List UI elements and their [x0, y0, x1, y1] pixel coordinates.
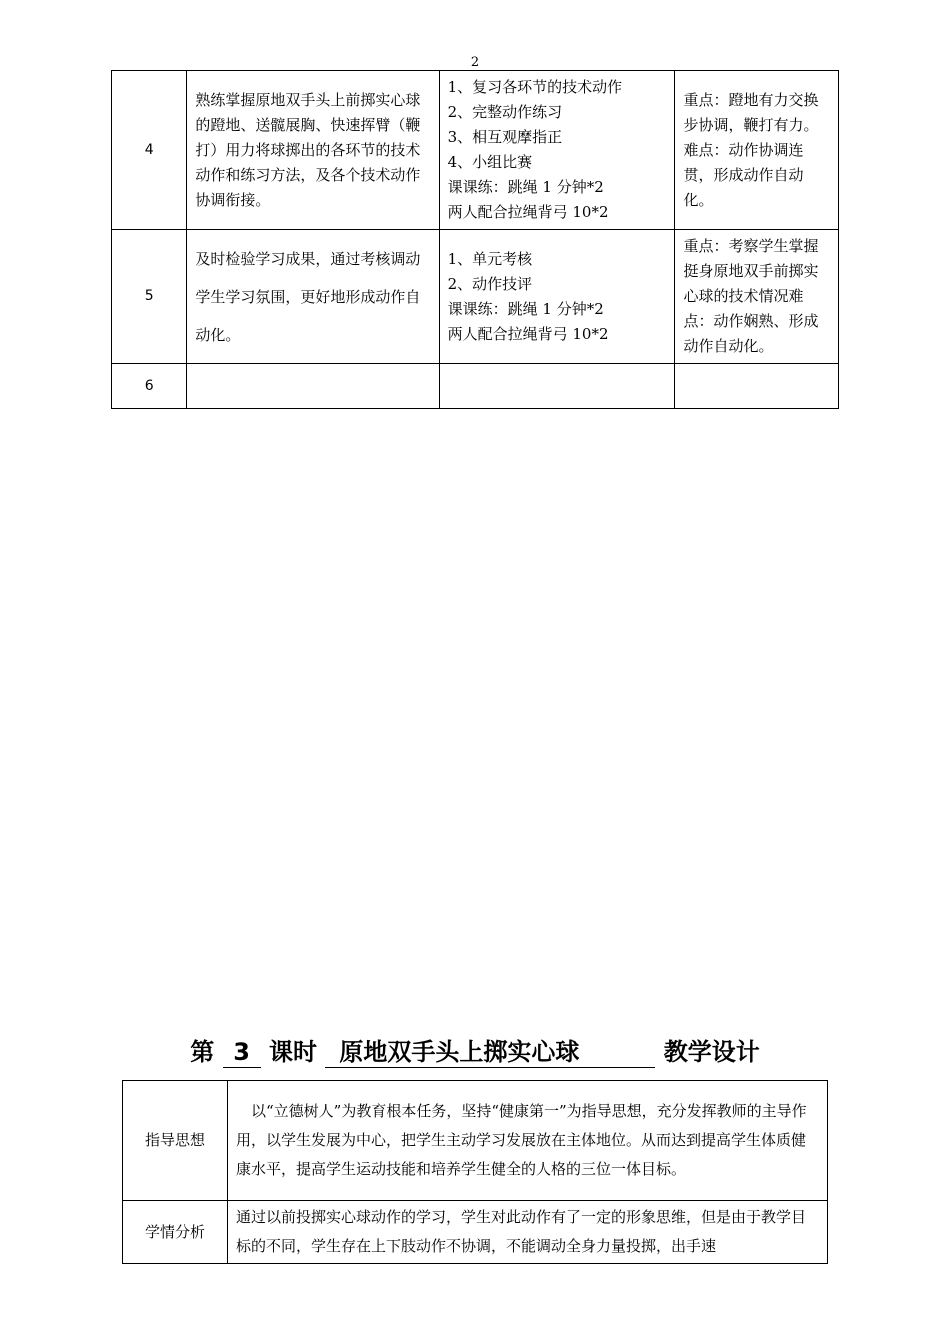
content-line: 课课练：跳绳 1 分钟*2: [447, 178, 604, 196]
goal-cell: [187, 364, 439, 409]
table-row: [112, 230, 839, 364]
title-prefix: 第: [190, 1038, 215, 1066]
content-line: 两人配合拉绳背弓 10*2: [447, 203, 609, 221]
lesson-name: 原地双手头上掷实心球: [325, 1037, 655, 1068]
goal-text: 及时检验学习成果，通过考核调动学生学习氛围，更好地形成动作自动化。: [195, 249, 421, 344]
table-row: [123, 1081, 828, 1201]
guiding-thought-label: 指导思想: [123, 1081, 228, 1201]
learning-analysis-label: 学情分析: [123, 1201, 228, 1264]
content-line: 两人配合拉绳背弓 10*2: [447, 324, 609, 343]
lesson-number-cell: 5: [112, 230, 187, 364]
content-line: 课课练：跳绳 1 分钟*2: [447, 299, 604, 318]
table-row: [123, 1201, 828, 1264]
guiding-thought-paragraph: 以“立德树人”为教育根本任务，坚持“健康第一”为指导思想，充分发挥教师的主导作用，以学生发展为中心，把学生主动学习发展放在主体地位。从而达到提高学生体质健康水平，提高学生运动技能和培养学生健全的人格的三位一体目标。: [236, 1102, 807, 1178]
table-row: [112, 364, 839, 409]
lesson-title: [0, 1032, 950, 1068]
content-line: 2、动作技评: [447, 274, 533, 293]
content-line: 1、复习各环节的技术动作: [447, 78, 623, 96]
key-points-cell: [675, 230, 839, 364]
goal-text: 熟练掌握原地双手头上前掷实心球的蹬地、送髋展胸、快速挥臂（鞭打）用力将球掷出的各环节的技术动作和练习方法，及各个技术动作协调衔接。: [195, 90, 421, 209]
unit-plan-table: [111, 70, 839, 409]
content-line: 3、相互观摩指正: [447, 128, 563, 146]
key-points-text: 重点：蹬地有力交换步协调，鞭打有力。难点：动作协调连贯，形成动作自动化。: [683, 90, 819, 209]
title-unit-word: 课时: [269, 1038, 317, 1066]
content-line: 4、小组比赛: [447, 153, 533, 171]
goal-cell: [187, 230, 439, 364]
lesson-number: 3: [223, 1037, 261, 1068]
lesson-number-cell: 4: [112, 71, 187, 230]
key-points-text: 重点：考察学生掌握挺身原地双手前掷实心球的技术情况难点：动作娴熟、形成动作自动化。: [683, 237, 819, 355]
table-row: [112, 71, 839, 230]
key-points-cell: [675, 364, 839, 409]
content-cell: [439, 71, 675, 230]
guiding-thought-text: [228, 1081, 828, 1201]
content-line: 2、完整动作练习: [447, 103, 563, 121]
content-line: 1、单元考核: [447, 249, 533, 268]
lesson-number-cell: 6: [112, 364, 187, 409]
title-suffix: 教学设计: [663, 1038, 760, 1066]
goal-cell: [187, 71, 439, 230]
key-points-cell: [675, 71, 839, 230]
learning-analysis-text: 通过以前投掷实心球动作的学习，学生对此动作有了一定的形象思维，但是由于教学目标的不同，学生存在上下肢动作不协调，不能调动全身力量投掷，出手速: [228, 1201, 828, 1264]
teaching-design-table: [122, 1080, 828, 1264]
content-cell: [439, 364, 675, 409]
page-number: 2: [470, 55, 480, 70]
content-cell: [439, 230, 675, 364]
